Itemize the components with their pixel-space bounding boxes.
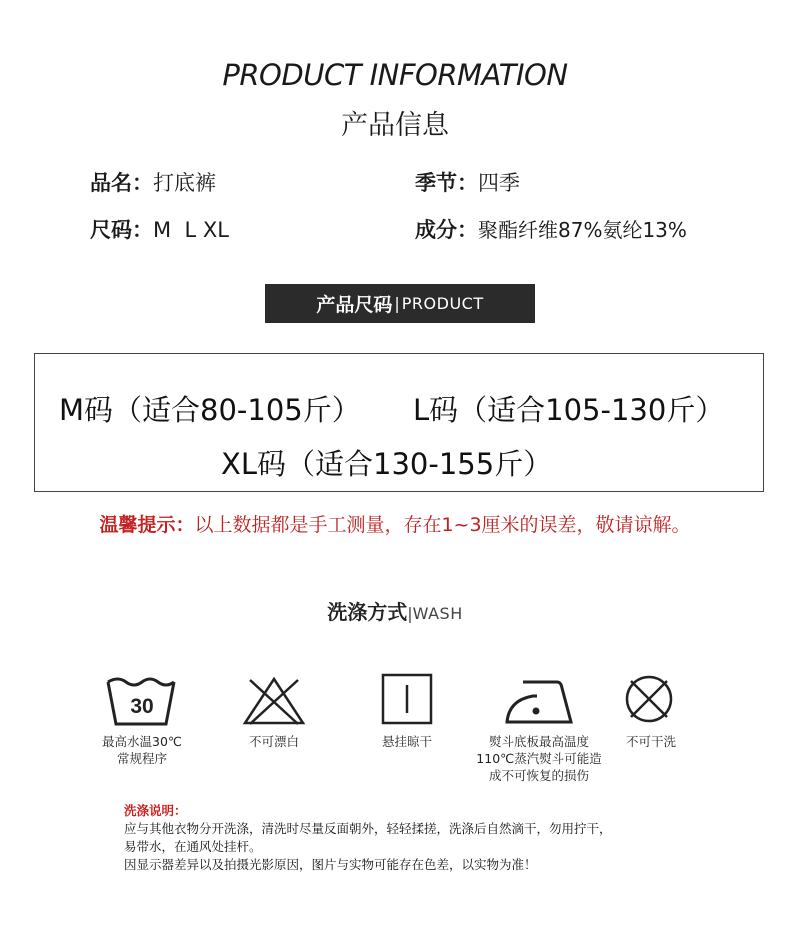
no-bleach-icon — [242, 676, 306, 726]
iron-low-caption-1: 熨斗底板最高温度 — [488, 734, 589, 749]
wash-notes — [124, 802, 612, 874]
size-banner-sep: | — [394, 294, 400, 313]
wash-heading — [0, 596, 790, 625]
wash-30-icon — [105, 674, 177, 728]
info-name-value: 打底裤 — [153, 171, 216, 195]
info-size-label: 尺码： — [90, 218, 153, 242]
hang-dry-caption: 悬挂晾干 — [381, 734, 432, 749]
wash-heading-sep: | — [407, 604, 413, 623]
no-dry-clean-caption: 不可干洗 — [625, 734, 676, 749]
warm-tip-text: 以上数据都是手工测量，存在1~3厘米的误差，敬请谅解。 — [194, 514, 691, 536]
wash-notes-line-1: 应与其他衣物分开洗涤，清洗时尽量反面朝外，轻轻揉搓，洗涤后自然滴干，勿用拧干， — [124, 821, 612, 836]
iron-low-caption-3: 成不可恢复的损伤 — [488, 768, 589, 783]
no-bleach-caption: 不可漂白 — [248, 734, 299, 749]
wash-30-caption — [92, 733, 192, 767]
size-l: L码（适合105-130斤） — [413, 393, 725, 427]
wash-temp-number: 30 — [130, 695, 154, 718]
size-banner-cn: 产品尺码 — [316, 294, 393, 316]
info-material — [415, 214, 687, 244]
wash-heading-cn: 洗涤方式 — [327, 600, 408, 624]
page-title-en: PRODUCT INFORMATION — [222, 58, 568, 92]
info-material-value: 聚酯纤维87%氨纶13% — [478, 218, 687, 242]
no-dry-clean-icon — [624, 674, 674, 724]
warm-tip — [0, 510, 790, 537]
wash-30-caption-2: 常规程序 — [116, 751, 167, 766]
wash-30-caption-1: 最高水温30℃ — [102, 734, 182, 749]
size-banner-en: PRODUCT — [401, 294, 484, 313]
size-banner — [265, 284, 535, 323]
info-season — [415, 167, 520, 197]
size-xl: XL码（适合130-155斤） — [221, 447, 553, 481]
info-name — [90, 167, 216, 197]
wash-heading-en: WASH — [412, 604, 463, 623]
info-season-label: 季节： — [415, 171, 478, 195]
iron-low-caption-2: 110℃蒸汽熨斗可能造 — [476, 751, 602, 766]
page-title-cn: 产品信息 — [341, 110, 449, 141]
wash-notes-line-2: 易带水，在通风处挂杆。 — [124, 839, 262, 854]
info-season-value: 四季 — [478, 171, 520, 195]
info-material-label: 成分： — [415, 218, 478, 242]
info-name-label: 品名： — [90, 171, 153, 195]
iron-low-caption — [472, 733, 606, 784]
wash-notes-title: 洗涤说明： — [124, 803, 187, 818]
size-box — [34, 353, 764, 492]
info-size-value: M L XL — [153, 218, 229, 242]
warm-tip-label: 温馨提示： — [99, 514, 195, 536]
wash-notes-line-3: 因显示器差异以及拍摄光影原因，图片与实物可能存在色差，以实物为准！ — [124, 857, 537, 872]
iron-low-icon — [503, 678, 575, 726]
hang-dry-icon — [381, 673, 433, 725]
size-m: M码（适合80-105斤） — [59, 393, 361, 427]
info-size — [90, 214, 229, 244]
